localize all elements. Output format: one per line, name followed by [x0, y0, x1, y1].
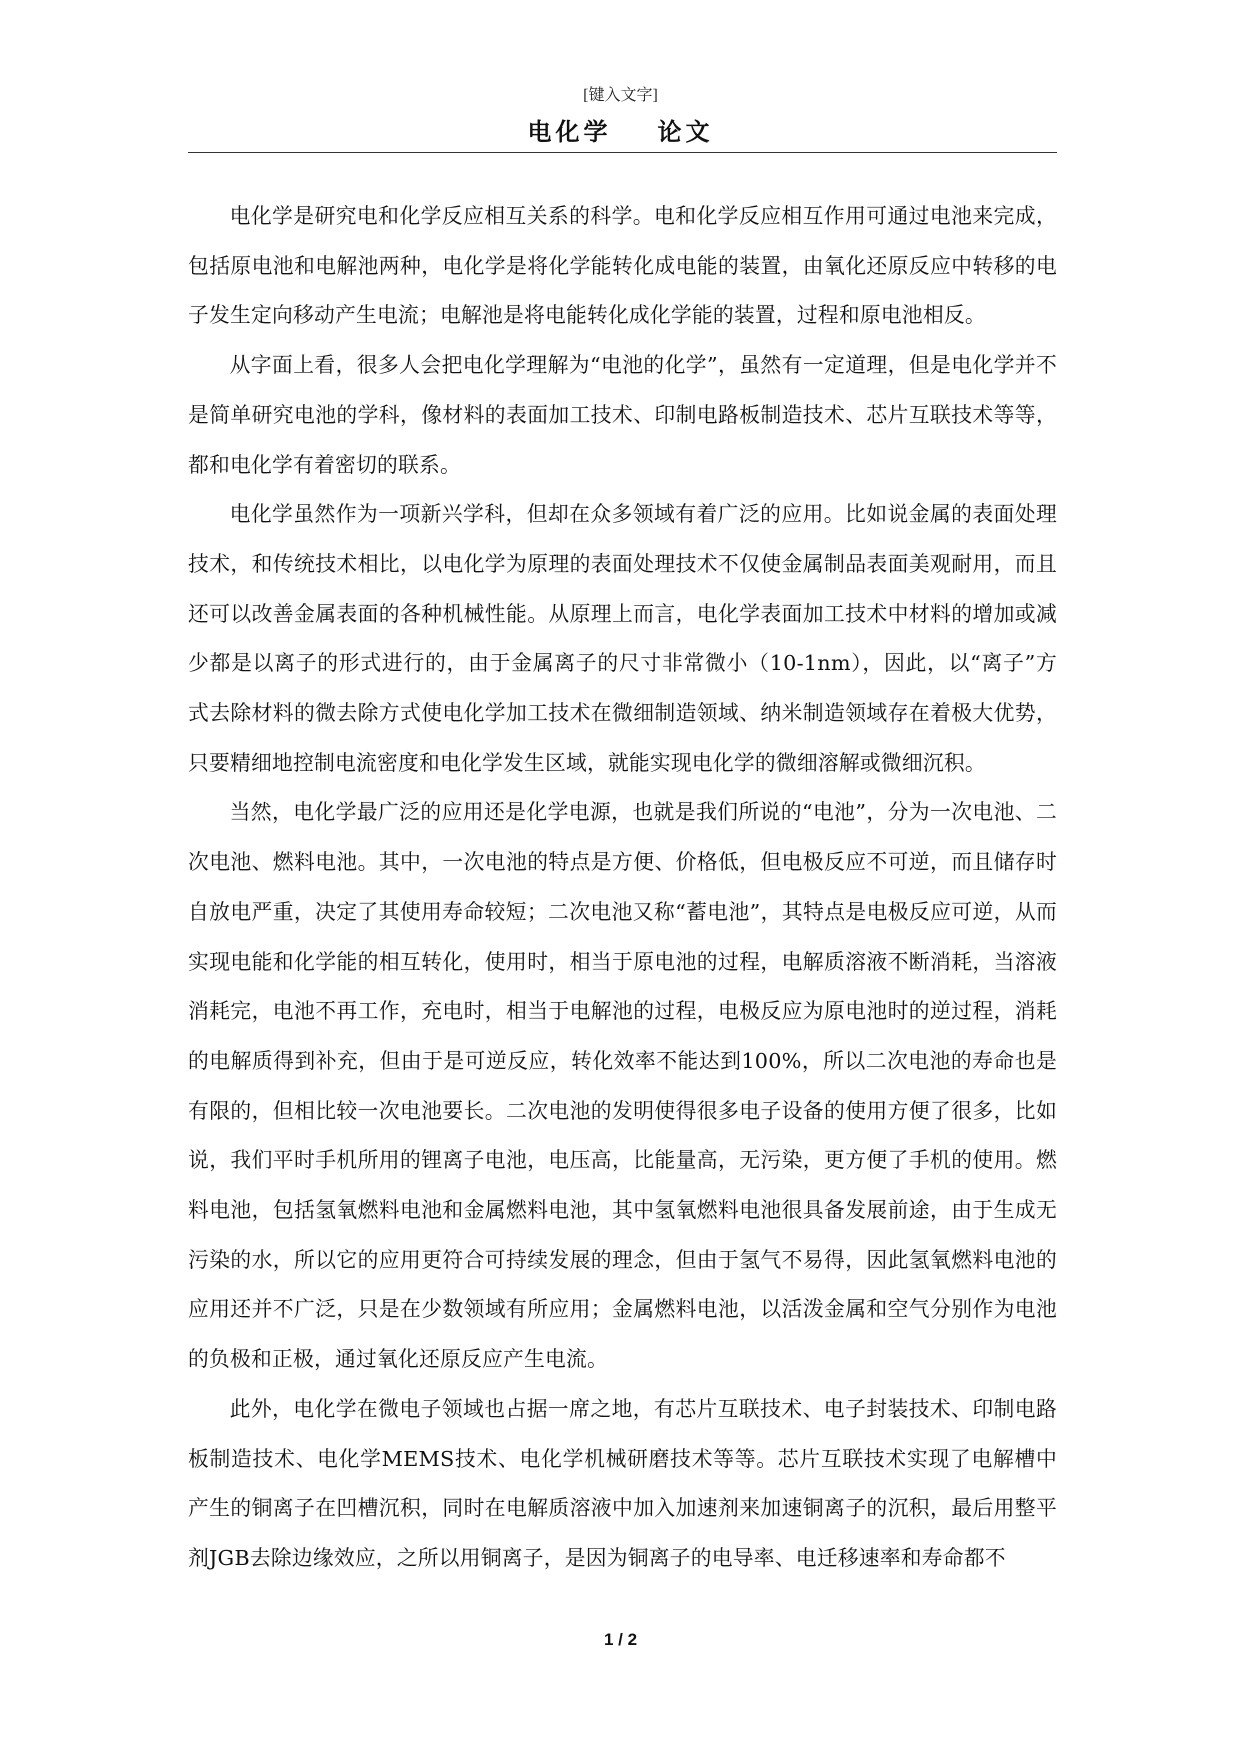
- body-paragraph: 从字面上看，很多人会把电化学理解为“电池的化学”，虽然有一定道理，但是电化学并不是简单研究电池的学科，像材料的表面加工技术、印制电路板制造技术、芯片互联技术等等，都和电化学有着密切的联系。: [188, 353, 1057, 477]
- document-title: [0, 116, 1241, 148]
- page-number: 1 / 2: [603, 1630, 638, 1649]
- body-paragraph: 电化学虽然作为一项新兴学科，但却在众多领域有着广泛的应用。比如说金属的表面处理技术，和传统技术相比，以电化学为原理的表面处理技术不仅使金属制品表面美观耐用，而且还可以改善金属表面的各种机械性能。从原理上而言，电化学表面加工技术中材料的增加或减少都是以离子的形式进行的，由于金属离子的尺寸非常微小（10-1nm），因此，以“离子”方式去除材料的微去除方式使电化学加工技术在微细制造领域、纳米制造领域存在着极大优势，只要精细地控制电流密度和电化学发生区域，就能实现电化学的微细溶解或微细沉积。: [188, 502, 1057, 775]
- title-type: 论文: [657, 118, 714, 146]
- body-paragraph: 当然，电化学最广泛的应用还是化学电源，也就是我们所说的“电池”，分为一次电池、二次电池、燃料电池。其中，一次电池的特点是方便、价格低，但电极反应不可逆，而且储存时自放电严重，决定了其使用寿命较短；二次电池又称“蓄电池”，其特点是电极反应可逆，从而实现电能和化学能的相互转化，使用时，相当于原电池的过程，电解质溶液不断消耗，当溶液消耗完，电池不再工作，充电时，相当于电解池的过程，电极反应为原电池时的逆过程，消耗的电解质得到补充，但由于是可逆反应，转化效率不能达到100%，所以二次电池的寿命也是有限的，但相比较一次电池要长。二次电池的发明使得很多电子设备的使用方便了很多，比如说，我们平时手机所用的锂离子电池，电压高，比能量高，无污染，更方便了手机的使用。燃料电池，包括氢氧燃料电池和金属燃料电池，其中氢氧燃料电池很具备发展前途，由于生成无污染的水，所以它的应用更符合可持续发展的理念，但由于氢气不易得，因此氢氧燃料电池的应用还并不广泛，只是在少数领域有所应用；金属燃料电池，以活泼金属和空气分别作为电池的负极和正极，通过氧化还原反应产生电流。: [188, 800, 1057, 1372]
- header-divider: [188, 152, 1057, 153]
- document-body: [188, 192, 1057, 1584]
- header-placeholder-text: [键入文字]: [583, 87, 658, 104]
- title-subject: 电化学: [527, 118, 612, 146]
- body-paragraph: 电化学是研究电和化学反应相互关系的科学。电和化学反应相互作用可通过电池来完成，包括原电池和电解池两种，电化学是将化学能转化成电能的装置，由氧化还原反应中转移的电子发生定向移动产生电流；电解池是将电能转化成化学能的装置，过程和原电池相反。: [188, 204, 1057, 328]
- body-paragraph: 此外，电化学在微电子领域也占据一席之地，有芯片互联技术、电子封装技术、印制电路板制造技术、电化学MEMS技术、电化学机械研磨技术等等。芯片互联技术实现了电解槽中产生的铜离子在凹槽沉积，同时在电解质溶液中加入加速剂来加速铜离子的沉积，最后用整平剂JGB去除边缘效应，之所以用铜离子，是因为铜离子的电导率、电迁移速率和寿命都不: [188, 1396, 1057, 1570]
